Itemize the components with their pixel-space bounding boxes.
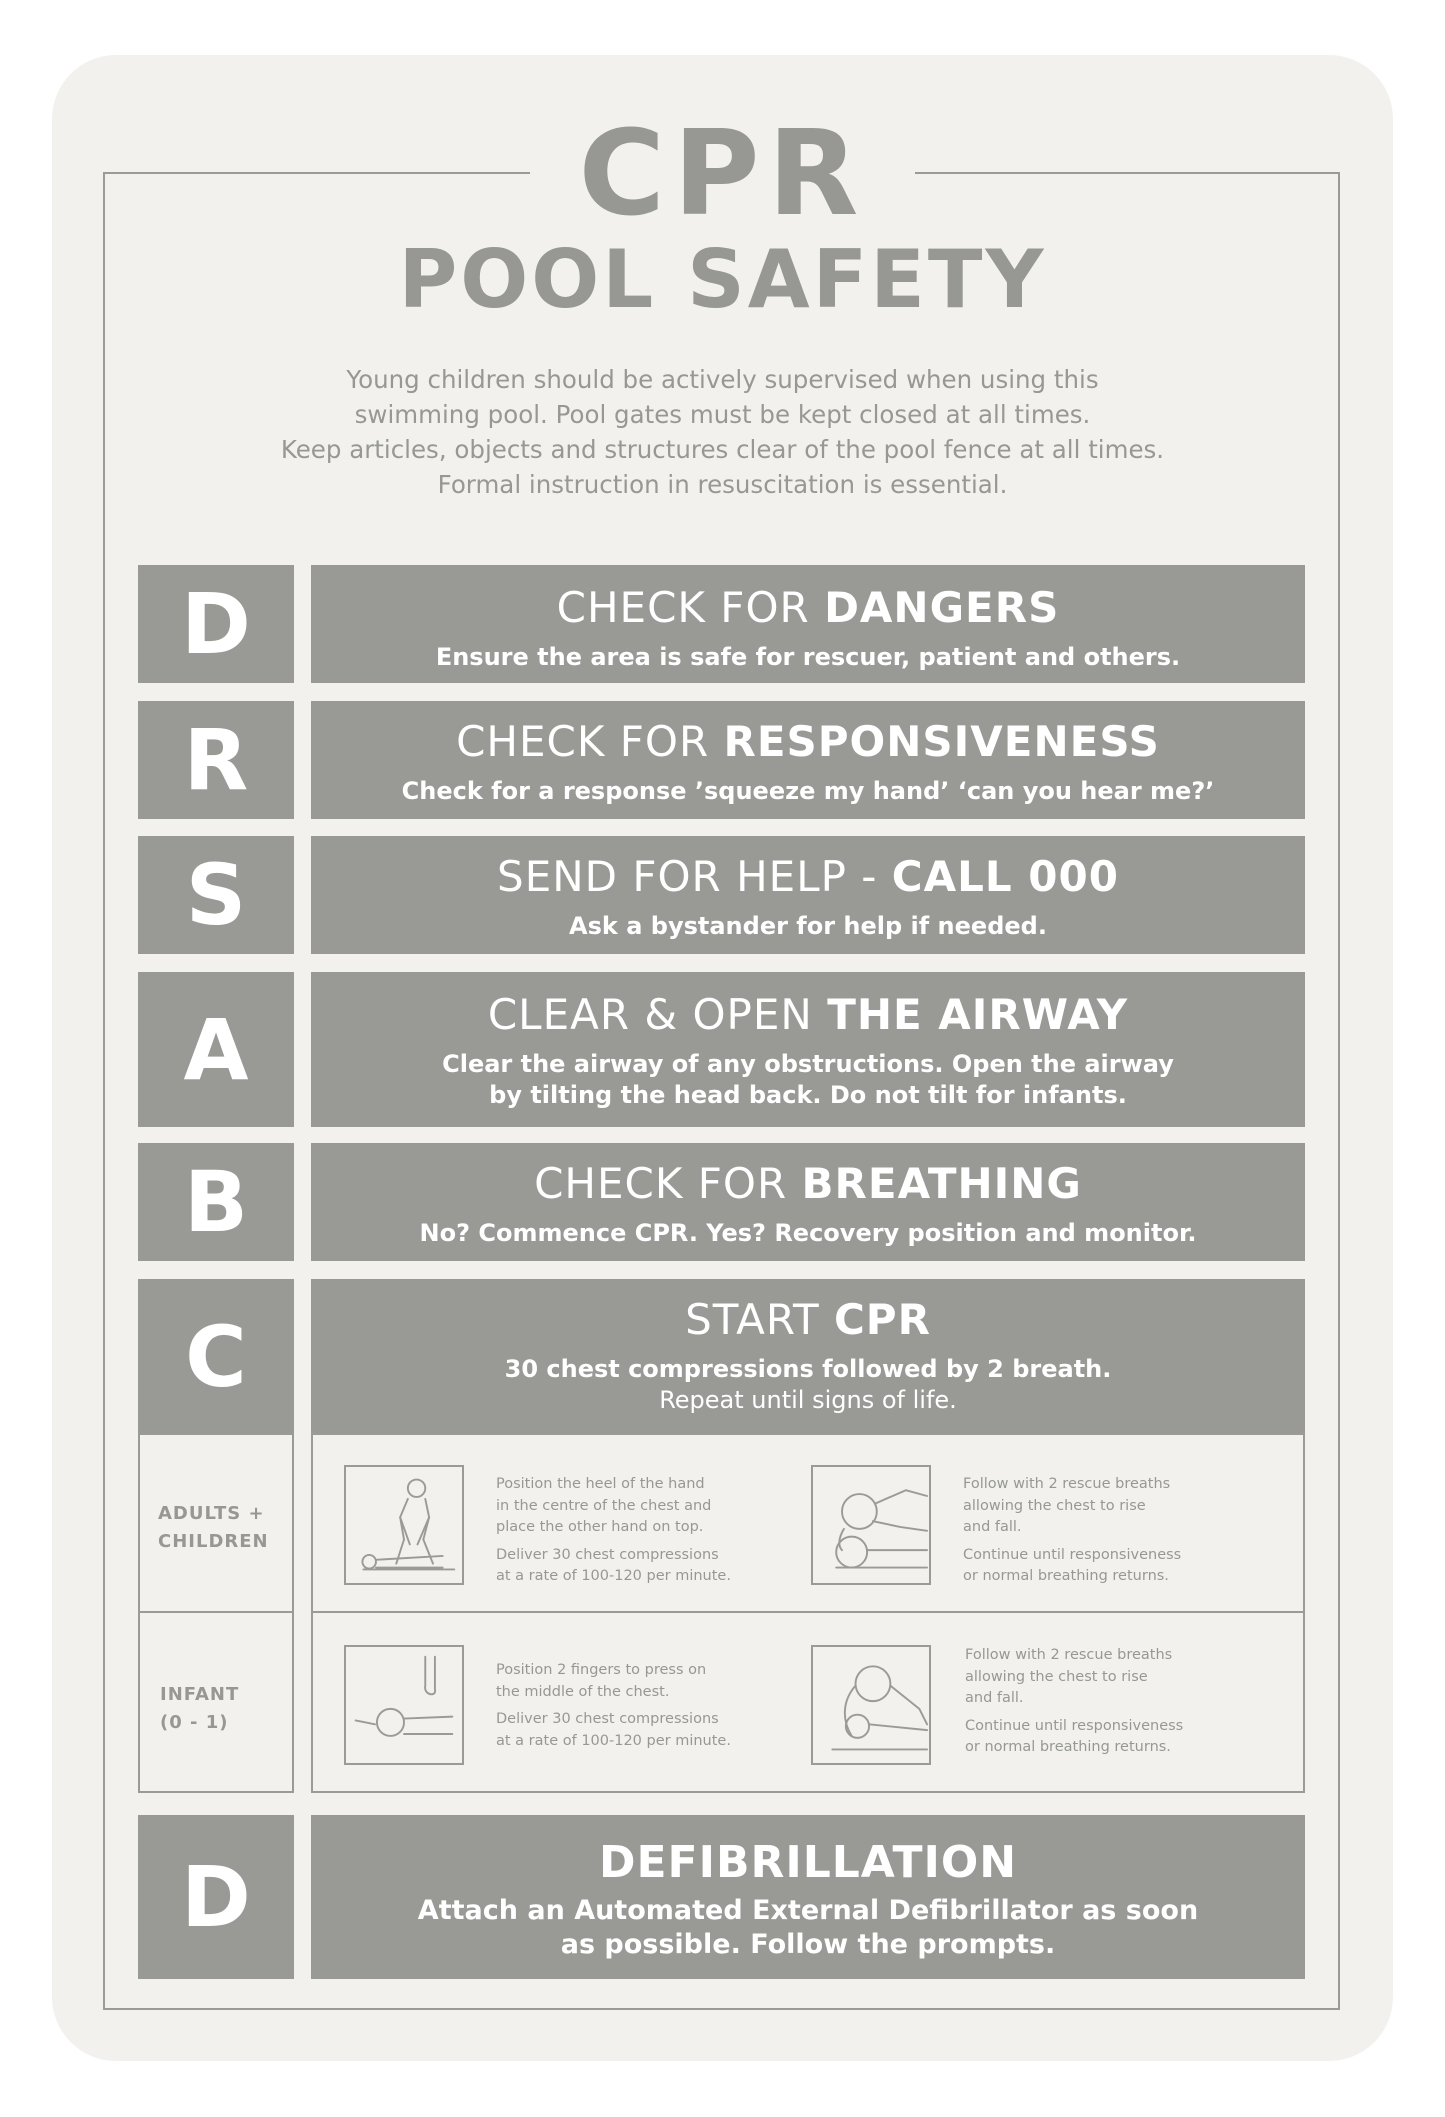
intro-line: Formal instruction in resuscitation is essential. [437,470,1008,499]
step-heading: START CPR [685,1295,931,1344]
step-heading: DEFIBRILLATION [598,1837,1018,1888]
step-airway [311,972,1305,1127]
sign-title: CPR [578,104,867,242]
adult-compressions-icon [344,1465,464,1585]
infant-rescue-breath-icon [811,1645,931,1765]
step-description: No? Commence CPR. Yes? Recovery position and monitor. [419,1219,1197,1247]
step-heading: CHECK FOR RESPONSIVENESS [456,717,1160,766]
step-send-for-help [311,836,1305,954]
intro-line: Young children should be actively supervised when using this [346,365,1099,394]
adult-compressions-text: Position the heel of the hand in the centre of the chest and place the other hand on top. Deliver 30 chest compressions at a rate of 100-120 per minute. [496,1476,731,1584]
row-label-adults: ADULTS + CHILDREN [158,1503,269,1552]
step-description: Attach an Automated External Defibrillator as soon as possible. Follow the prompts. [417,1895,1199,1960]
step-letter-b: B [138,1143,294,1261]
step-heading: CLEAR & OPEN THE AIRWAY [487,990,1129,1039]
sign-subtitle: POOL SAFETY [398,233,1047,326]
step-description: Clear the airway of any obstructions. Open the airway by tilting the head back. Do not tilt for infants. [442,1050,1174,1109]
step-breathing [311,1143,1305,1261]
step-letter-s: S [138,836,294,954]
intro-line: Keep articles, objects and structures clear of the pool fence at all times. [280,435,1165,464]
infant-compressions-icon [344,1645,464,1765]
step-heading: CHECK FOR DANGERS [556,583,1060,632]
step-heading: CHECK FOR BREATHING [534,1159,1082,1208]
intro-line: swimming pool. Pool gates must be kept closed at all times. [354,400,1091,429]
intro-paragraph [200,362,1245,502]
infant-compressions-text: Position 2 fingers to press on the middle of the chest. Deliver 30 chest compressions at a rate of 100-120 per minute. [496,1662,731,1749]
adult-rescue-breath-icon [811,1465,931,1585]
step-letter-c: C [138,1279,294,1435]
step-heading: SEND FOR HELP - CALL 000 [497,852,1119,901]
step-letter-a: A [138,972,294,1127]
step-dangers [311,565,1305,683]
step-letter-defib: D [138,1815,294,1979]
step-defibrillation [311,1815,1305,1979]
step-letter-d: D [138,565,294,683]
infant-rescue-breath-text: Follow with 2 rescue breaths allowing the chest to rise and fall. Continue until responsiveness or normal breathing returns. [965,1647,1184,1755]
step-responsiveness [311,701,1305,819]
step-start-cpr [311,1279,1305,1435]
row-label-infant: INFANT (0 - 1) [160,1684,240,1733]
step-description: Check for a response ’squeeze my hand’ ‘can you hear me?’ [401,777,1215,805]
step-description: Ensure the area is safe for rescuer, patient and others. [435,643,1181,671]
step-description: Ask a bystander for help if needed. [569,912,1047,940]
step-letter-r: R [138,701,294,819]
step-description: 30 chest compressions followed by 2 breath. Repeat until signs of life. [504,1355,1112,1414]
adult-rescue-breath-text: Follow with 2 rescue breaths allowing the chest to rise and fall. Continue until responsiveness or normal breathing returns. [963,1476,1182,1584]
